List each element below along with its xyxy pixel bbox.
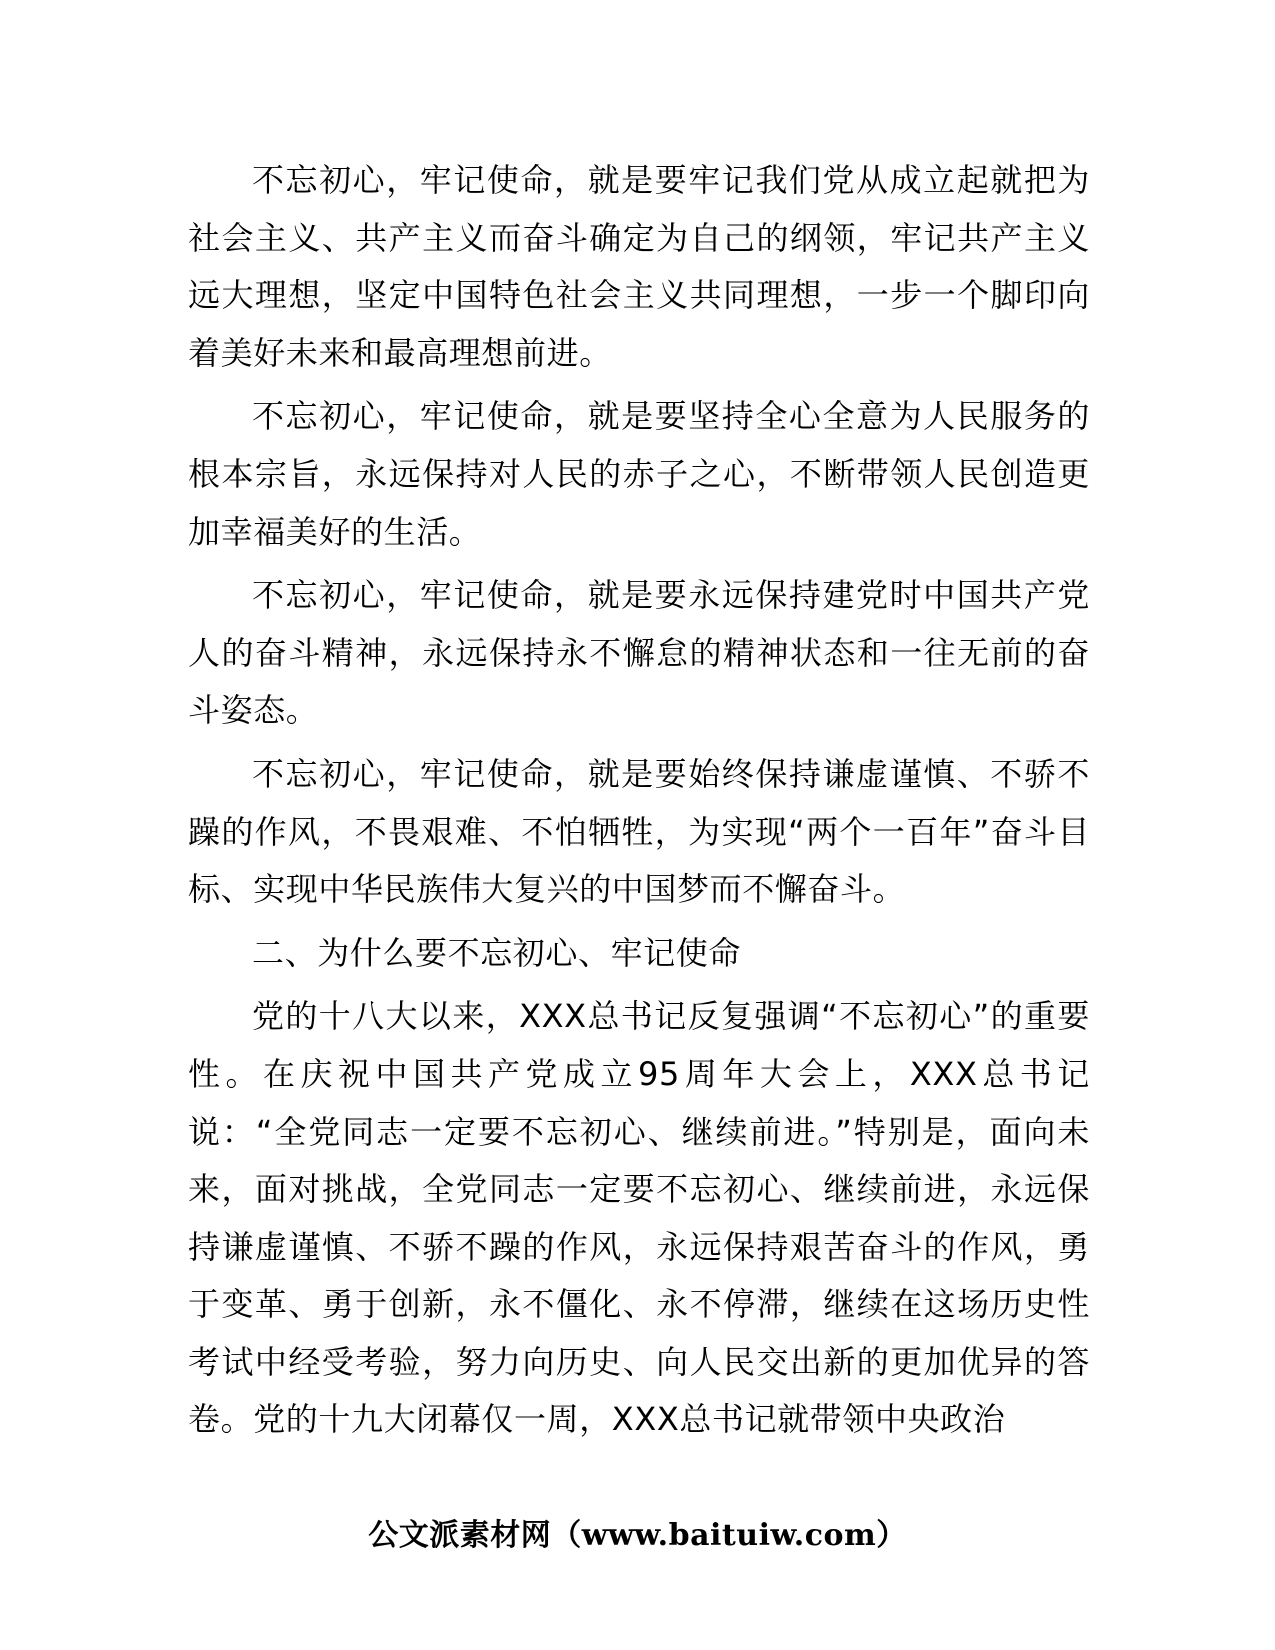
- paragraph-4: 不忘初心，牢记使命，就是要始终保持谦虚谨慎、不骄不躁的作风，不畏艰难、不怕牺牲，为实现“两个一百年”奋斗目标、实现中华民族伟大复兴的中国梦而不懈奋斗。: [188, 754, 1090, 909]
- paragraph-2: 不忘初心，牢记使命，就是要坚持全心全意为人民服务的根本宗旨，永远保持对人民的赤子之心，不断带领人民创造更加幸福美好的生活。: [188, 397, 1090, 551]
- paragraph-5: 党的十八大以来，XXX总书记反复强调“不忘初心”的重要性。在庆祝中国共产党成立95周年大会上，XXX总书记说：“全党同志一定要不忘初心、继续前进。”特别是，面向未来，面对挑战，全党同志一定要不忘初心、继续前进，永远保持谦虚谨慎、不骄不躁的作风，永远保持艰苦奋斗的作风，勇于变革、勇于创新，永不僵化、永不停滞，继续在这场历史性考试中经受考验，努力向历史、向人民交出新的更加优异的答卷。党的十九大闭幕仅一周，XXX总书记就带领中央政治: [188, 997, 1090, 1439]
- page-footer-watermark: 公文派素材网（www.baituiw.com）: [368, 1518, 907, 1553]
- paragraph-1: 不忘初心，牢记使命，就是要牢记我们党从成立起就把为社会主义、共产主义而奋斗确定为自己的纲领，牢记共产主义远大理想，坚定中国特色社会主义共同理想，一步一个脚印向着美好未来和最高理想前进。: [188, 161, 1090, 372]
- section-heading: 二、为什么要不忘初心、牢记使命: [252, 933, 742, 972]
- document-body: [188, 152, 1090, 1455]
- paragraph-3: 不忘初心，牢记使命，就是要永远保持建党时中国共产党人的奋斗精神，永远保持永不懈怠的精神状态和一往无前的奋斗姿态。: [188, 576, 1090, 730]
